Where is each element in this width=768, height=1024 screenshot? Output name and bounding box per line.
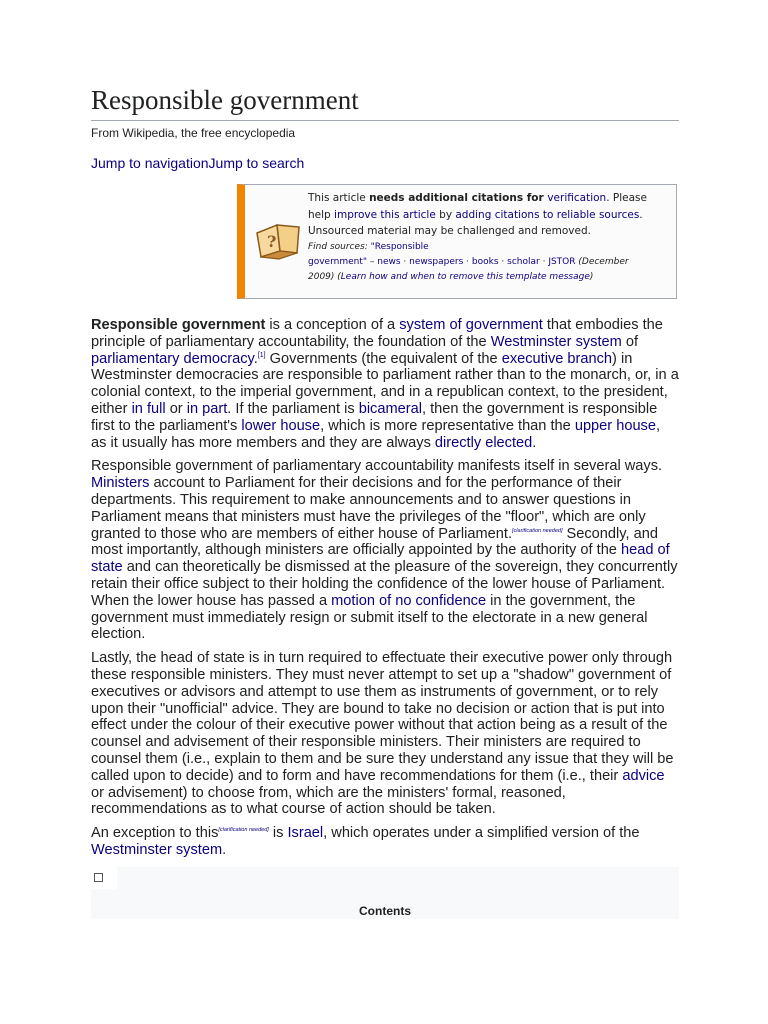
in-part-link[interactable]: in part	[186, 400, 228, 417]
adding-citations-link[interactable]: adding citations to reliable sources	[455, 208, 640, 221]
ministers-link[interactable]: Ministers	[91, 475, 150, 492]
upper-house-link[interactable]: upper house	[574, 417, 656, 434]
israel-link[interactable]: Israel	[287, 825, 324, 842]
westminster-system-link[interactable]: Westminster system	[490, 333, 622, 350]
page-title: Responsible government	[91, 84, 679, 121]
toc-toggle-checkbox[interactable]	[94, 873, 103, 882]
jump-links	[91, 155, 679, 171]
citation-needed-notice	[237, 184, 677, 299]
improve-article-link[interactable]: improve this article	[334, 208, 436, 221]
site-tagline: From Wikipedia, the free encyclopedia	[91, 126, 296, 140]
clarification-needed-tag[interactable]: [clarification needed]	[218, 827, 269, 834]
jump-to-search-link[interactable]: Jump to search	[208, 155, 305, 171]
executive-branch-link[interactable]: executive branch	[501, 350, 613, 367]
source-scholar-link[interactable]: scholar	[507, 256, 540, 267]
source-jstor-link[interactable]: JSTOR	[548, 256, 576, 267]
paragraph-3: Lastly, the head of state is in turn required to effectuate their executive power only through these responsible ministers. They must never attempt to set up a "shadow" government of executives or advisors and attempt to use them as instruments of government, or to rely upon their "unofficial" advice. They are bound to take no decision or action that is put into effect under the colour of their executive power without that action being as a result of the counsel and advisement of their responsible ministers. Their ministers are required to counsel them (i.e., explain to them and be sure they understand any issue that they will be called upon to decide) and to form and have recommendations for them (i.e., their advice or advisement) to choose from, which are the ministers' formal, reasoned, recommendations as to what course of action should be taken.	[91, 650, 674, 818]
svg-text:?: ?	[267, 232, 277, 251]
verification-link[interactable]: verification	[547, 192, 607, 204]
source-news-link[interactable]: news	[377, 256, 401, 267]
book-question-icon	[253, 215, 307, 261]
paragraph-4: An exception to this[clarification needed] is Israel, which operates under a simplified version of the Westminster system.	[91, 825, 640, 858]
notice-text: This article needs additional citations for verification. Please help improve this article by adding citations to reliable sources. Unsourced material may be challenged and removed. Find sources: "Responsible government" – news · newspapers · books · scholar · JSTOR (December 2009) (Learn how and when to remove this template message)	[308, 190, 678, 285]
lower-house-link[interactable]: lower house	[241, 417, 321, 434]
bicameral-link[interactable]: bicameral	[358, 400, 422, 417]
article-page	[91, 84, 679, 919]
system-of-government-link[interactable]: system of government	[399, 317, 543, 333]
find-sources-label: Find sources:	[308, 241, 368, 252]
toc-title: Contents	[359, 903, 411, 918]
clarification-needed-tag[interactable]: [clarification needed]	[512, 527, 563, 534]
source-newspapers-link[interactable]: newspapers	[409, 256, 464, 267]
directly-elected-link[interactable]: directly elected	[434, 434, 533, 451]
unsourced-warning: Unsourced material may be challenged and removed.	[308, 225, 591, 237]
jump-to-navigation-link[interactable]: Jump to navigation	[91, 155, 209, 171]
remove-template-message-link[interactable]: Learn how and when to remove this template message	[340, 271, 590, 282]
advice-link[interactable]: advice	[622, 767, 665, 784]
find-sources-query-link[interactable]: "Responsible	[367, 241, 429, 252]
westminster-system-link-2[interactable]: Westminster system	[91, 841, 223, 858]
head-of-state-link[interactable]: head of state	[91, 542, 670, 576]
in-full-link[interactable]: in full	[131, 400, 166, 417]
find-sources-query-link-cont[interactable]: government"	[308, 256, 368, 267]
table-of-contents	[91, 867, 679, 919]
motion-of-no-confidence-link[interactable]: motion of no confidence	[331, 592, 487, 609]
paragraph-2: Responsible government of parliamentary accountability manifests itself in several ways. Ministers account to Parliament for their decisions and for the performance of their departments. This requirement to make announcements and to answer questions in Parliament means that ministers must have the privileges of the "floor", which are only granted to those who are members of either house of Parliament.[clarification needed] Secondly, and most importantly, although ministers are officially appointed by the authority of the head of state and can theoretically be dismissed at the pleasure of the sovereign, they concurrently retain their office subject to their holding the confidence of the lower house of Parliament. When the lower house has passed a motion of no confidence in the government, the government must immediately resign or submit itself to the electorate in a new general election.	[91, 458, 678, 643]
parliamentary-democracy-link[interactable]: parliamentary democracy	[91, 350, 254, 367]
paragraph-1: Responsible government is a conception of a system of government that embodies the principle of parliamentary accountability, the foundation of the Westminster system of parliamentary democracy.[1] Governments (the equivalent of the executive branch) in Westminster democracies are responsible to parliament rather than to the monarch, or, in a colonial context, to the imperial government, and in a republican context, to the president, either in full or in part. If the parliament is bicameral, then the government is responsible first to the parliament's lower house, which is more representative than the upper house, as it usually has more members and they are always directly elected.	[91, 317, 679, 451]
source-books-link[interactable]: books	[471, 256, 499, 267]
reference-1[interactable]: [1]	[257, 351, 266, 359]
